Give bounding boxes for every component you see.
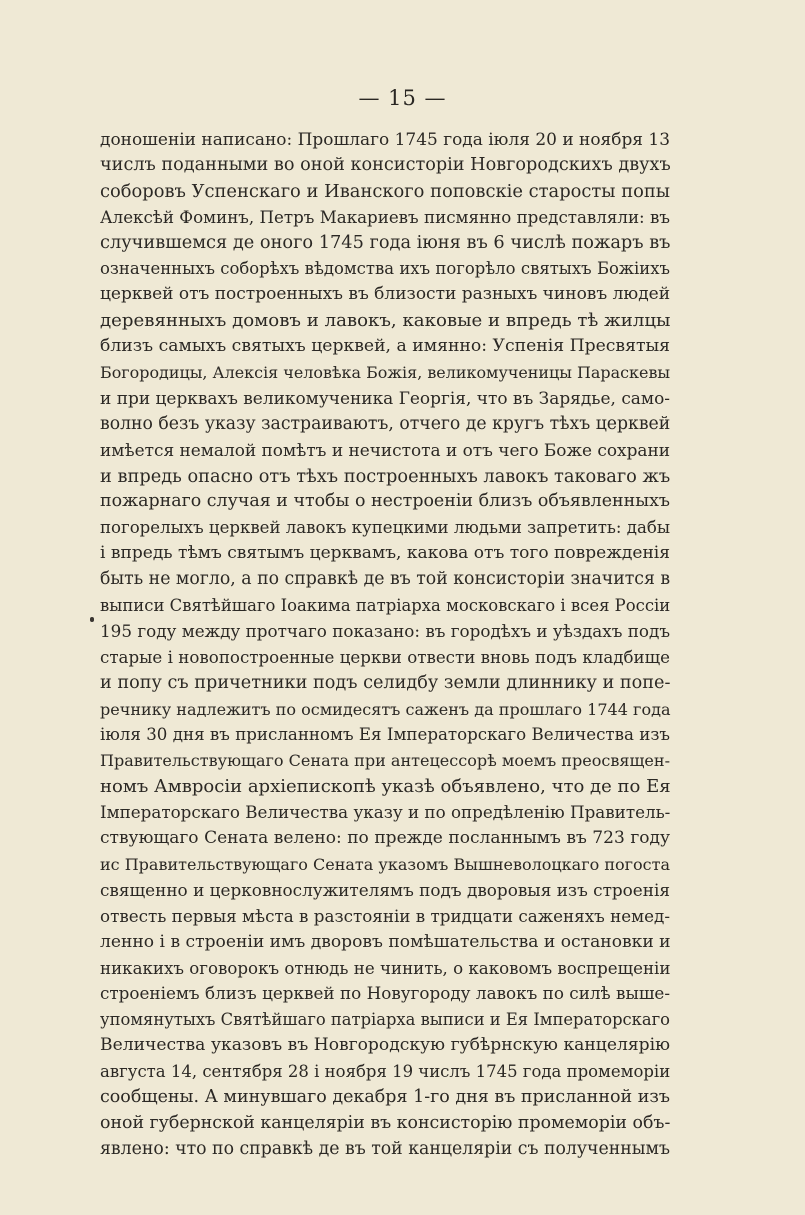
body-text xyxy=(100,127,670,1163)
text-line: номъ Амвросіи архіепископѣ указѣ объявлено, что де по Ея xyxy=(100,776,671,798)
text-line: волно безъ указу застраиваютъ, отчего де кругъ тѣхъ церквей xyxy=(100,413,671,434)
text-line: ствующаго Сената велено: по прежде посланнымъ въ 723 году xyxy=(100,828,670,849)
text-line: старые і новопостроенные церкви отвести вновь подъ кладбище xyxy=(100,647,670,667)
text-line: соборовъ Успенскаго и Иванского поповскіе старосты попы xyxy=(100,180,670,202)
text-line: Богородицы, Алексія человѣка Божія, великомученицы Параскевы xyxy=(100,363,671,383)
text-line: августа 14, сентября 28 і ноября 19 числъ 1745 года промеморіи xyxy=(100,1062,671,1082)
text-line: іюля 30 дня въ присланномъ Ея Імператорскаго Величества изъ xyxy=(100,725,670,745)
text-line: деревянныхъ домовъ и лавокъ, каковые и впредь тѣ жилцы xyxy=(100,310,671,332)
text-line: выписи Святѣйшаго Іоакима патріарха московскаго і всея Россіи xyxy=(100,596,671,616)
page-number: — 15 — xyxy=(358,86,447,110)
text-line: ленно і в строеніи имъ дворовъ помѣшательства и остановки и xyxy=(100,931,671,952)
text-line: и при церквахъ великомученика Георгія, что въ Зарядье, само- xyxy=(100,387,670,408)
text-line: пожарнаго случая и чтобы о нестроеніи близъ объявленныхъ xyxy=(100,491,670,512)
text-line: сообщены. А минувшаго декабря 1-го дня въ присланной изъ xyxy=(100,1086,670,1107)
text-line: Величества указовъ въ Новгородскую губѣрнскую канцелярію xyxy=(100,1035,670,1056)
text-line: Імператорскаго Величества указу и по опредѣленію Правитель- xyxy=(100,802,671,823)
text-line: речнику надлежитъ по осмидесятъ саженъ да прошлаго 1744 года xyxy=(100,699,671,719)
text-line: явлено: что по справкѣ де въ той канцеляріи съ полученнымъ xyxy=(100,1138,671,1159)
text-line: никакихъ оговорокъ отнюдь не чинить, о каковомъ воспрещеніи xyxy=(100,958,671,978)
text-line: погорелыхъ церквей лавокъ купецкими людьми запретить: дабы xyxy=(100,518,670,538)
margin-mark xyxy=(90,617,94,622)
text-line: близъ самыхъ святыхъ церквей, а имянно: Успенія Пресвятыя xyxy=(100,336,670,357)
text-line: Алексѣй Фоминъ, Петръ Макариевъ писмянно представляли: въ xyxy=(100,207,670,227)
text-line: оной губернской канцеляріи въ консисторію промеморіи объ- xyxy=(100,1112,671,1133)
text-line: Правительствующаго Сената при антецессорѣ моемъ преосвящен- xyxy=(100,751,670,771)
text-line: означенныхъ соборѣхъ вѣдомства ихъ погорѣло святыхъ Божіихъ xyxy=(100,259,670,279)
text-line: упомянутыхъ Святѣйшаго патріарха выписи и Ея Імператорскаго xyxy=(100,1010,670,1030)
text-line: строеніемъ близъ церквей по Новугороду лавокъ по силѣ выше- xyxy=(100,983,670,1004)
text-line: случившемся де оного 1745 года іюня въ 6 числѣ пожаръ въ xyxy=(100,232,671,253)
text-line: і впредь тѣмъ святымъ церквамъ, какова отъ того поврежденія xyxy=(100,543,670,564)
text-line: священно и церковнослужителямъ подъ дворовыя изъ строенія xyxy=(100,879,670,900)
text-line: ис Правительствующаго Сената указомъ Вышневолоцкаго погоста xyxy=(100,854,670,874)
text-line: 195 году между протчаго показано: въ городѣхъ и уѣздахъ подъ xyxy=(100,620,670,641)
text-line: имѣется немалой помѣтъ и нечистота и отъ чего Боже сохрани xyxy=(100,439,671,460)
text-line: числъ поданными во оной консисторіи Новгородскихъ двухъ xyxy=(100,154,671,175)
text-line: церквей отъ построенныхъ въ близости разныхъ чиновъ людей xyxy=(100,284,671,305)
text-line: и попу съ причетники подъ селидбу земли длиннику и попе- xyxy=(100,672,671,693)
text-line: отвесть первыя мѣста в разстояніи в тридцати саженяхъ немед- xyxy=(100,905,670,926)
text-line: доношеніи написано: Прошлаго 1745 года іюля 20 и ноября 13 xyxy=(100,129,670,149)
text-line: и впредь опасно отъ тѣхъ построенныхъ лавокъ таковаго жъ xyxy=(100,465,671,487)
text-line: быть не могло, а по справкѣ де въ той консисторіи значится в xyxy=(100,569,671,590)
